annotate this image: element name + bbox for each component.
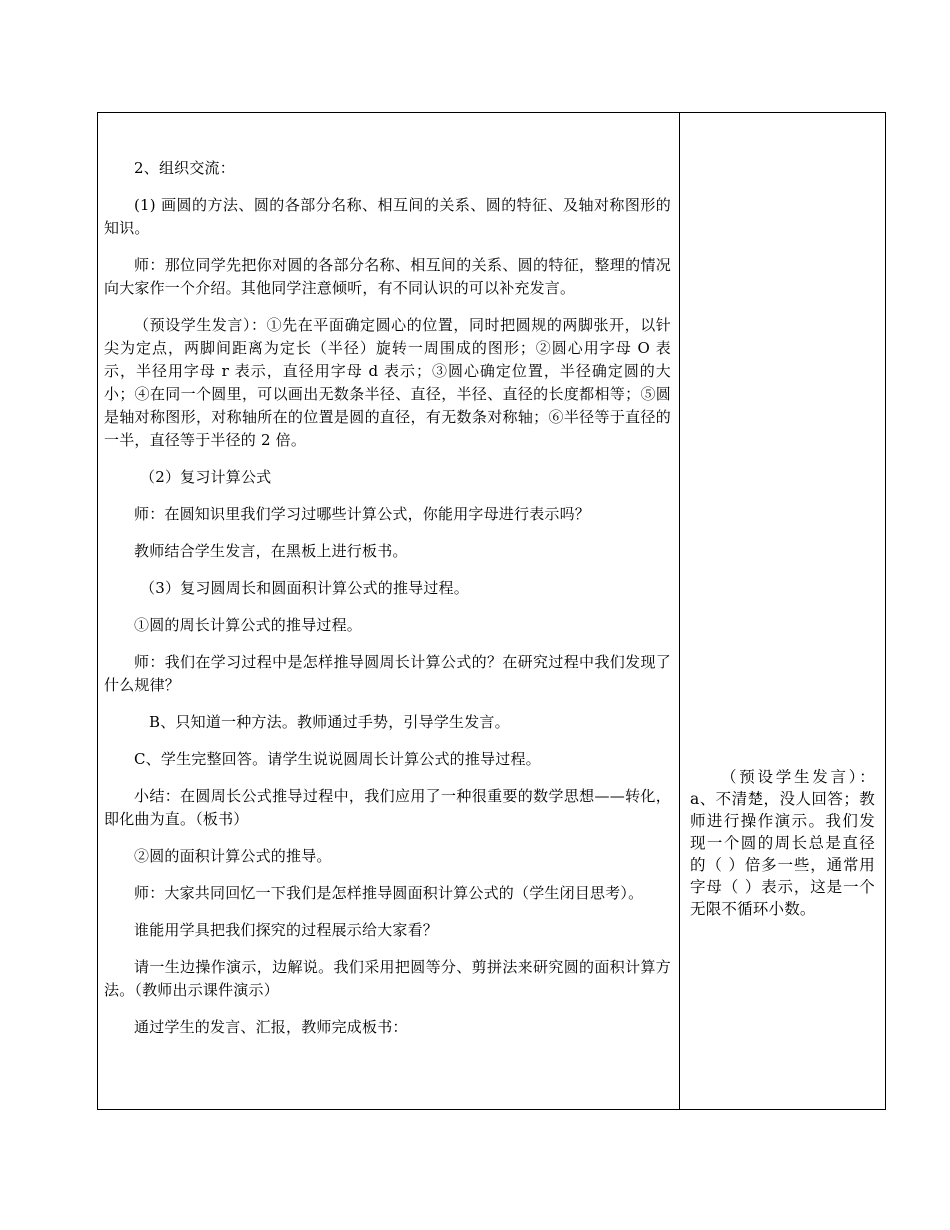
main-content-cell <box>98 113 679 1109</box>
summary-paragraph: 小结：在圆周长公式推导过程中，我们应用了一种很重要的数学思想——转化，即化曲为直。（板书） <box>104 787 671 828</box>
area-derivation-heading: ②圆的面积计算公式的推导。 <box>134 847 332 865</box>
formula-question-paragraph: 师：在圆知识里我们学习过哪些计算公式，你能用字母进行表示吗？ <box>134 505 591 523</box>
board-completion-paragraph: 通过学生的发言、汇报，教师完成板书： <box>134 1018 408 1036</box>
topic-1-paragraph: (1) 画圆的方法、圆的各部分名称、相互间的关系、圆的特征、及轴对称图形的知识。 <box>104 196 671 237</box>
topic-2-heading: （2）复习计算公式 <box>140 468 272 486</box>
lesson-table <box>97 112 886 1110</box>
circumference-question-paragraph: 师：我们在学习过程中是怎样推导圆周长计算公式的？在研究过程中我们发现了什么规律？ <box>104 653 671 694</box>
blackboard-note-paragraph: 教师结合学生发言，在黑板上进行板书。 <box>134 542 408 560</box>
side-notes-cell <box>680 113 885 1109</box>
side-note: （预设学生发言）：a、不清楚，没人回答；教师进行操作演示。我们发现一个圆的周长总是直径的（ ）倍多一些，通常用字母（ ）表示，这是一个无限不循环小数。 <box>690 768 875 918</box>
topic-3-heading: （3）复习圆周长和圆面积计算公式的推导过程。 <box>140 579 469 597</box>
preset-student-answer-paragraph: （预设学生发言）：①先在平面确定圆心的位置，同时把圆规的两脚张开，以针尖为定点，两脚间距离为定长（半径）旋转一周围成的图形；②圆心用字母 O 表示，半径用字母 r 表示，直径用字母 d 表示；③圆心确定位置，半径确定圆的大小；④在同一个圆里，可以画出无数条半径、直径，半径、直径的长度都相等；⑤圆是轴对称图形，对称轴所在的位置是圆的直径，有无数条对称轴；⑥半径等于直径的一半，直径等于半径的 2 倍。 <box>104 316 671 449</box>
demo-question-paragraph: 谁能用学具把我们探究的过程展示给大家看？ <box>134 921 439 939</box>
demo-method-paragraph: 请一生边操作演示，边解说。我们采用把圆等分、剪拼法来研究圆的面积计算方法。（教师出示课件演示） <box>104 958 671 999</box>
option-b-paragraph: B、只知道一种方法。教师通过手势，引导学生发言。 <box>149 713 510 731</box>
circumference-derivation-heading: ①圆的周长计算公式的推导过程。 <box>134 616 363 634</box>
area-recall-paragraph: 师：大家共同回忆一下我们是怎样推导圆面积计算公式的（学生闭目思考）。 <box>134 884 644 902</box>
teacher-prompt-paragraph: 师：那位同学先把你对圆的各部分名称、相互间的关系、圆的特征，整理的情况向大家作一个介绍。其他同学注意倾听，有不同认识的可以补充发言。 <box>104 256 671 297</box>
option-c-paragraph: C、学生完整回答。请学生说说圆周长计算公式的推导过程。 <box>134 750 541 768</box>
section-heading: 2、组织交流： <box>134 159 235 177</box>
